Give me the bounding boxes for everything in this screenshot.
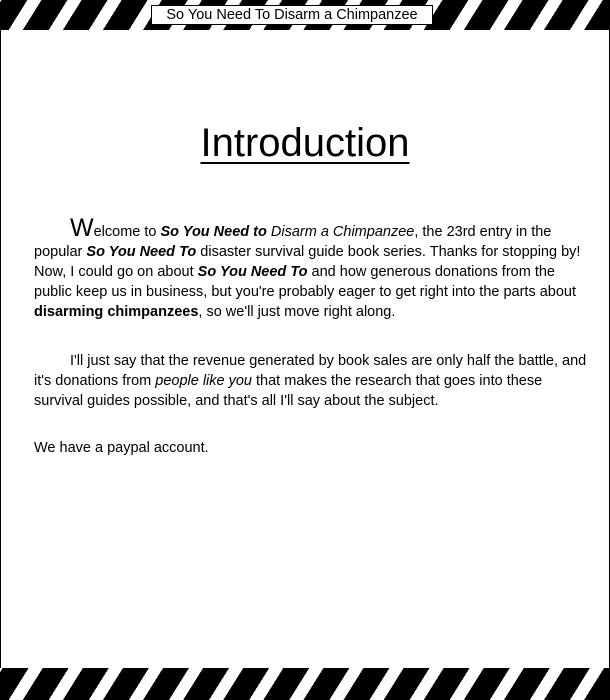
- bottom-stripe-band: [0, 668, 610, 700]
- intro-paragraph-1: [34, 214, 594, 322]
- document-title-box: So You Need To Disarm a Chimpanzee: [151, 5, 433, 25]
- heading-text: Introduction: [200, 121, 410, 165]
- p1-series-name-2: So You Need To: [86, 244, 197, 260]
- p2-italic-phrase: people like you: [155, 373, 252, 389]
- p1-text-3: , the 23rd entry in the popular: [34, 224, 552, 260]
- p1-series-name-1: So You Need to: [160, 224, 267, 240]
- page-heading: [1, 118, 609, 168]
- dropcap-letter: W: [70, 214, 94, 242]
- p1-text-4: disaster survival guide book series. Thanks for stopping by! Now, I could go on about: [34, 244, 581, 280]
- intro-paragraph-2: [34, 351, 594, 411]
- p1-text-5: and how generous donations from the public keep us in business, but you're probably eager to get right into the parts about: [34, 264, 577, 300]
- document-page: [1, 30, 609, 668]
- p2-text-2: that makes the research that goes into these survival guides possible, and that's all I'll say about the subject.: [34, 373, 543, 409]
- intro-paragraph-3: We have a paypal account.: [34, 440, 209, 456]
- p1-book-title: Disarm a Chimpanzee: [270, 224, 415, 240]
- p1-bold-phrase: disarming chimpanzees: [34, 304, 199, 320]
- p1-text-6: , so we'll just move right along.: [198, 304, 396, 320]
- p2-text-1: I'll just say that the revenue generated by book sales are only half the battle, and it's donations from: [34, 353, 587, 389]
- p1-text-1: elcome to: [93, 224, 161, 240]
- p1-series-name-3: So You Need To: [197, 264, 308, 280]
